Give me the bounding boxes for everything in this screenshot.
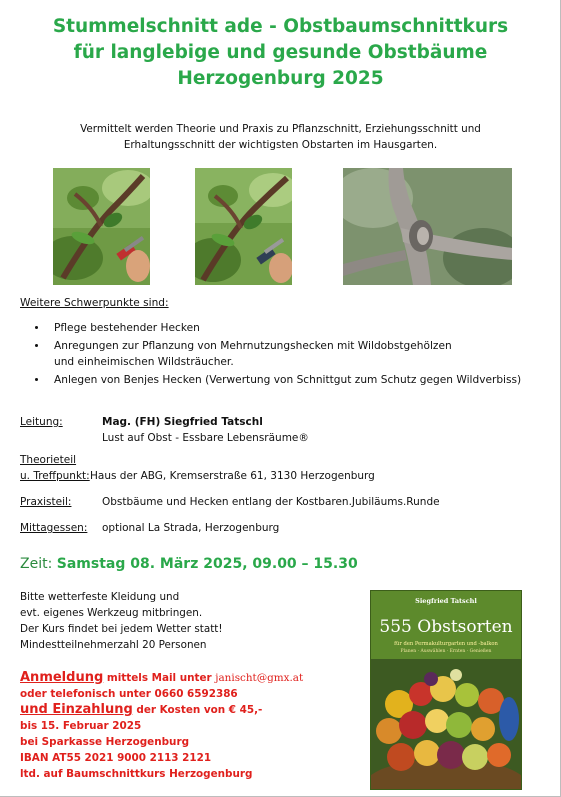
- book-author: Siegfried Tatschl: [415, 597, 477, 605]
- notes: [20, 589, 223, 653]
- list-item: • Anregungen zur Pflanzung von Mehrnutzungshecken mit Wildobstgehölzen und einheimischen Wildsträucher.: [48, 339, 555, 370]
- note-line: evt. eigenes Werkzeug mitbringen.: [20, 607, 203, 619]
- theorie-label-2: u. Treffpunkt:: [20, 470, 90, 482]
- einzahlung-heading: und Einzahlung: [20, 702, 133, 717]
- focus-section: [20, 296, 555, 392]
- leitung-org: Lust auf Obst - Essbare Lebensräume®: [102, 432, 309, 444]
- deadline-line: bis 15. Februar 2025: [20, 720, 142, 732]
- praxis-row: [20, 494, 555, 512]
- title-line-3: Herzogenburg 2025: [177, 68, 384, 89]
- mittag-label: Mittagessen:: [20, 522, 88, 534]
- focus-heading: Weitere Schwerpunkte sind:: [20, 297, 169, 309]
- note-line: Der Kurs findet bei jedem Wetter statt!: [20, 623, 223, 635]
- bank-line: bei Sparkasse Herzogenburg: [20, 736, 190, 748]
- book-cover: [370, 590, 522, 790]
- list-item: • Anlegen von Benjes Hecken (Verwertung von Schnittgut zum Schutz gegen Wildverbiss): [48, 373, 555, 389]
- focus-list: [20, 321, 555, 389]
- list-item: • Pflege bestehender Hecken: [48, 321, 555, 337]
- theorie-value: Haus der ABG, Kremserstraße 61, 3130 Herzogenburg: [90, 470, 375, 482]
- page-title: [0, 14, 561, 92]
- zeit-value: Samstag 08. März 2025, 09.00 – 15.30: [56, 556, 358, 572]
- theorie-row: [20, 452, 555, 486]
- phone-line: oder telefonisch unter 0660 6592386: [20, 688, 238, 700]
- branch-photo: [343, 168, 512, 285]
- iban-line: IBAN AT55 2021 9000 2113 2121: [20, 752, 212, 764]
- anmeldung-heading: Anmeldung: [20, 670, 104, 685]
- registration-line-1: Anmeldung mittels Mail unter janischt@gmx.at: [20, 670, 304, 685]
- zeit-label: Zeit:: [20, 556, 53, 572]
- book-title: 555 Obstsorten: [379, 617, 513, 637]
- email-link[interactable]: janischt@gmx.at: [215, 672, 304, 684]
- intro-line-2: Erhaltungsschnitt der wichtigsten Obstarten im Hausgarten.: [123, 139, 438, 151]
- ltd-line: ltd. auf Baumschnittkurs Herzogenburg: [20, 768, 253, 780]
- note-line: Mindestteilnehmerzahl 20 Personen: [20, 639, 207, 651]
- pruning-photo-2: [195, 168, 292, 285]
- theorie-label-1: Theorieteil: [20, 454, 77, 466]
- book-subtitle: für den Permakulturgarten und -balkon: [394, 641, 498, 647]
- leitung-row: [20, 414, 555, 448]
- intro-text: [40, 121, 521, 153]
- leitung-label: Leitung:: [20, 416, 63, 428]
- fruit-basket-image: [371, 659, 521, 789]
- pruning-photo-1: [53, 168, 150, 285]
- mittag-row: [20, 520, 555, 538]
- title-line-2: für langlebige und gesunde Obstbäume: [73, 42, 488, 63]
- intro-line-1: Vermittelt werden Theorie und Praxis zu Pflanzschnitt, Erziehungsschnitt und: [80, 123, 481, 135]
- mittag-value: optional La Strada, Herzogenburg: [102, 522, 280, 534]
- leitung-name: Mag. (FH) Siegfried Tatschl: [102, 416, 263, 428]
- praxis-value: Obstbäume und Hecken entlang der Kostbaren.Jubiläums.Runde: [102, 496, 440, 508]
- registration-line-3: und Einzahlung der Kosten von € 45,-: [20, 702, 263, 717]
- praxis-label: Praxisteil:: [20, 496, 72, 508]
- title-line-1: Stummelschnitt ade - Obstbaumschnittkurs: [52, 16, 509, 37]
- event-time: [20, 556, 358, 572]
- registration: [20, 670, 303, 782]
- note-line: Bitte wetterfeste Kleidung und: [20, 591, 180, 603]
- book-tagline: Planen · Auswählen · Ernten · Genießen: [400, 649, 492, 654]
